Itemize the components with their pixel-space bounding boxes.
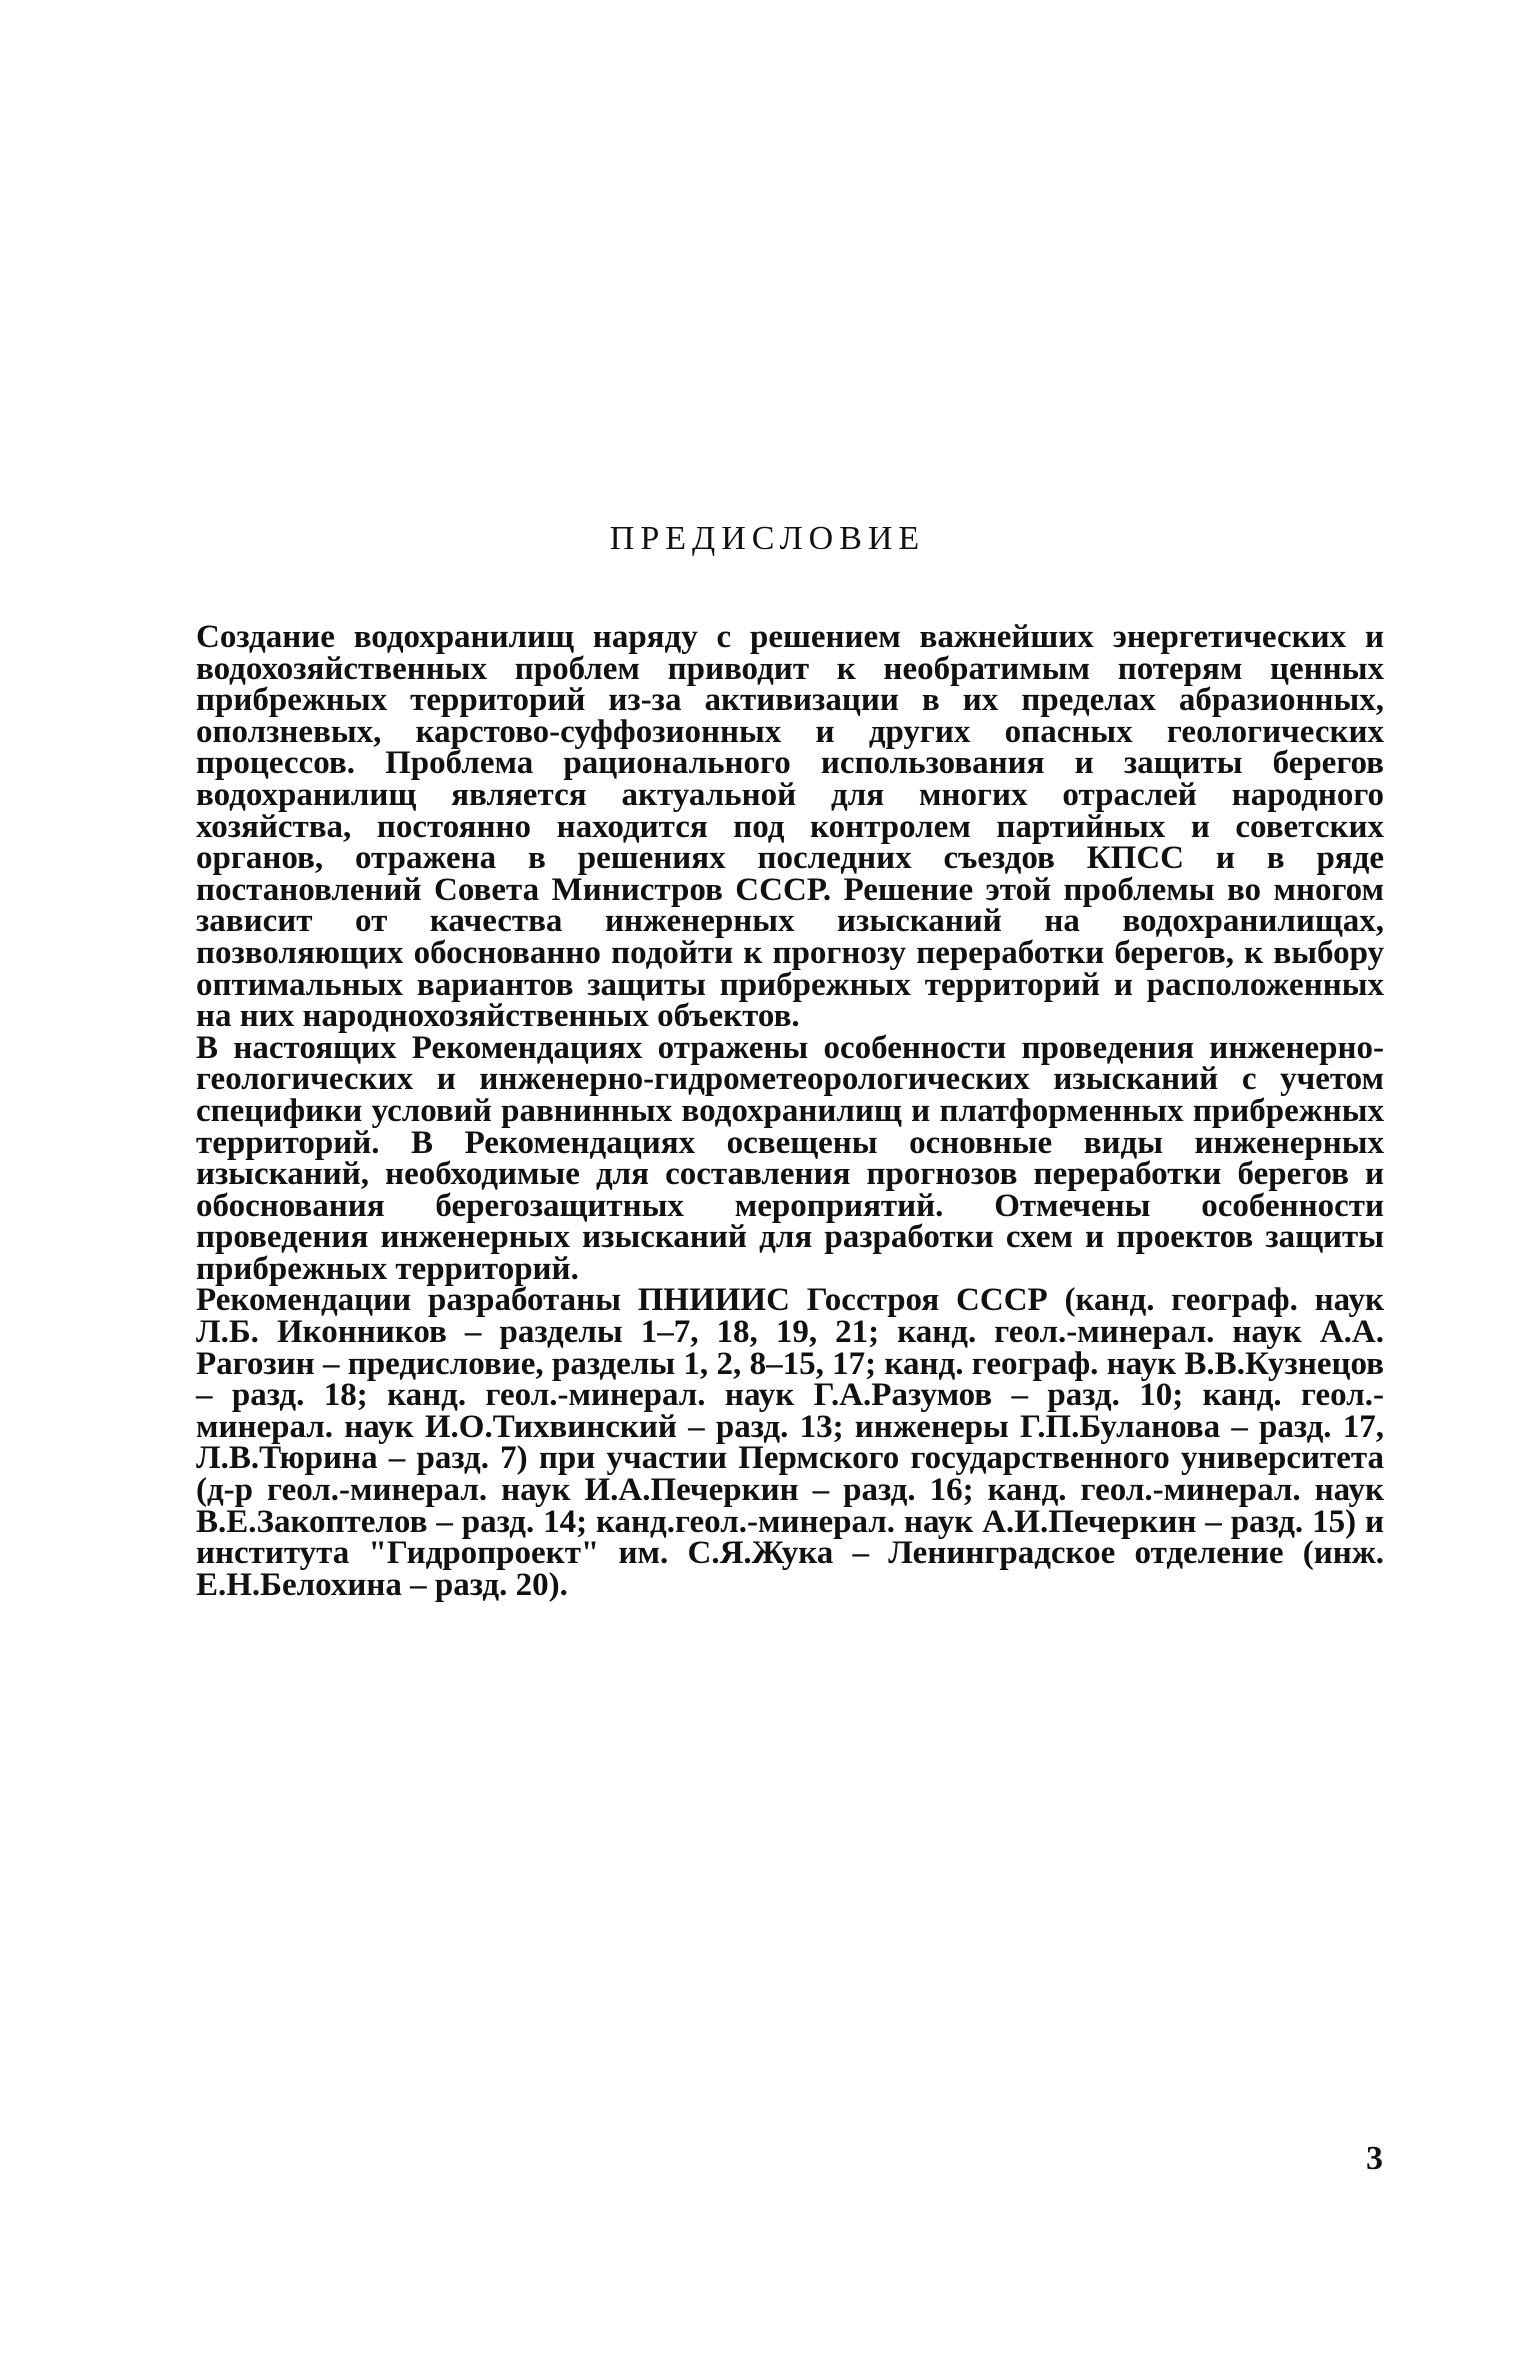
paragraph: Создание водохранилищ наряду с решением важнейших энергетических и водохозяйственных проблем приводит к необратимым потерям ценных прибрежных территорий из-за активизации в их пределах абразионных, оползневых, карстово-суффозионных и других опасных геологических процессов. Проблема рационального использования и защиты берегов водохранилищ является актуальной для многих отраслей народного хозяйства, постоянно находится под контролем партийных и советских органов, отражена в решениях последних съездов КПСС и в ряде постановлений Совета Министров СССР. Решение этой проблемы во многом зависит от качества инженерных изысканий на водохранилищах, позволяющих обоснованно подойти к прогнозу переработки берегов, к выбору оптимальных вариантов защиты прибрежных территорий и расположенных на них народнохозяйственных объектов.	[196, 619, 1384, 1035]
preface-body	[196, 619, 1384, 1603]
page-number: 3	[1366, 2140, 1383, 2177]
paragraph: Рекомендации разработаны ПНИИИС Госстроя СССР (канд. географ. наук Л.Б. Иконников – разделы 1–7, 18, 19, 21; канд. геол.-минерал. наук А.А. Рагозин – предисловие, разделы 1, 2, 8–15, 17; канд. географ. наук В.В.Кузнецов – разд. 18; канд. геол.-минерал. наук Г.А.Разумов – разд. 10; канд. геол.-минерал. наук И.О.Тихвинский – разд. 13; инженеры Г.П.Буланова – разд. 17, Л.В.Тюрина – разд. 7) при участии Пермского государственного университета (д-р геол.-минерал. наук И.А.Печеркин – разд. 16; канд. геол.-минерал. наук В.Е.Закоптелов – разд. 14; канд.геол.-минерал. наук А.И.Печеркин – разд. 15) и института "Гидропроект" им. С.Я.Жука – Ленинградское отделение (инж. Е.Н.Белохина – разд. 20).	[196, 1282, 1384, 1603]
paragraph: В настоящих Рекомендациях отражены особенности проведения инженерно-геологических и инженерно-гидрометеорологических изысканий с учетом специфики условий равнинных водохранилищ и платформенных прибрежных территорий. В Рекомендациях освещены основные виды инженерных изысканий, необходимые для составления прогнозов переработки берегов и обоснования берегозащитных мероприятий. Отмечены особенности проведения инженерных изысканий для разработки схем и проектов защиты прибрежных территорий.	[196, 1029, 1384, 1287]
page-title: ПРЕДИСЛОВИЕ	[609, 520, 926, 557]
